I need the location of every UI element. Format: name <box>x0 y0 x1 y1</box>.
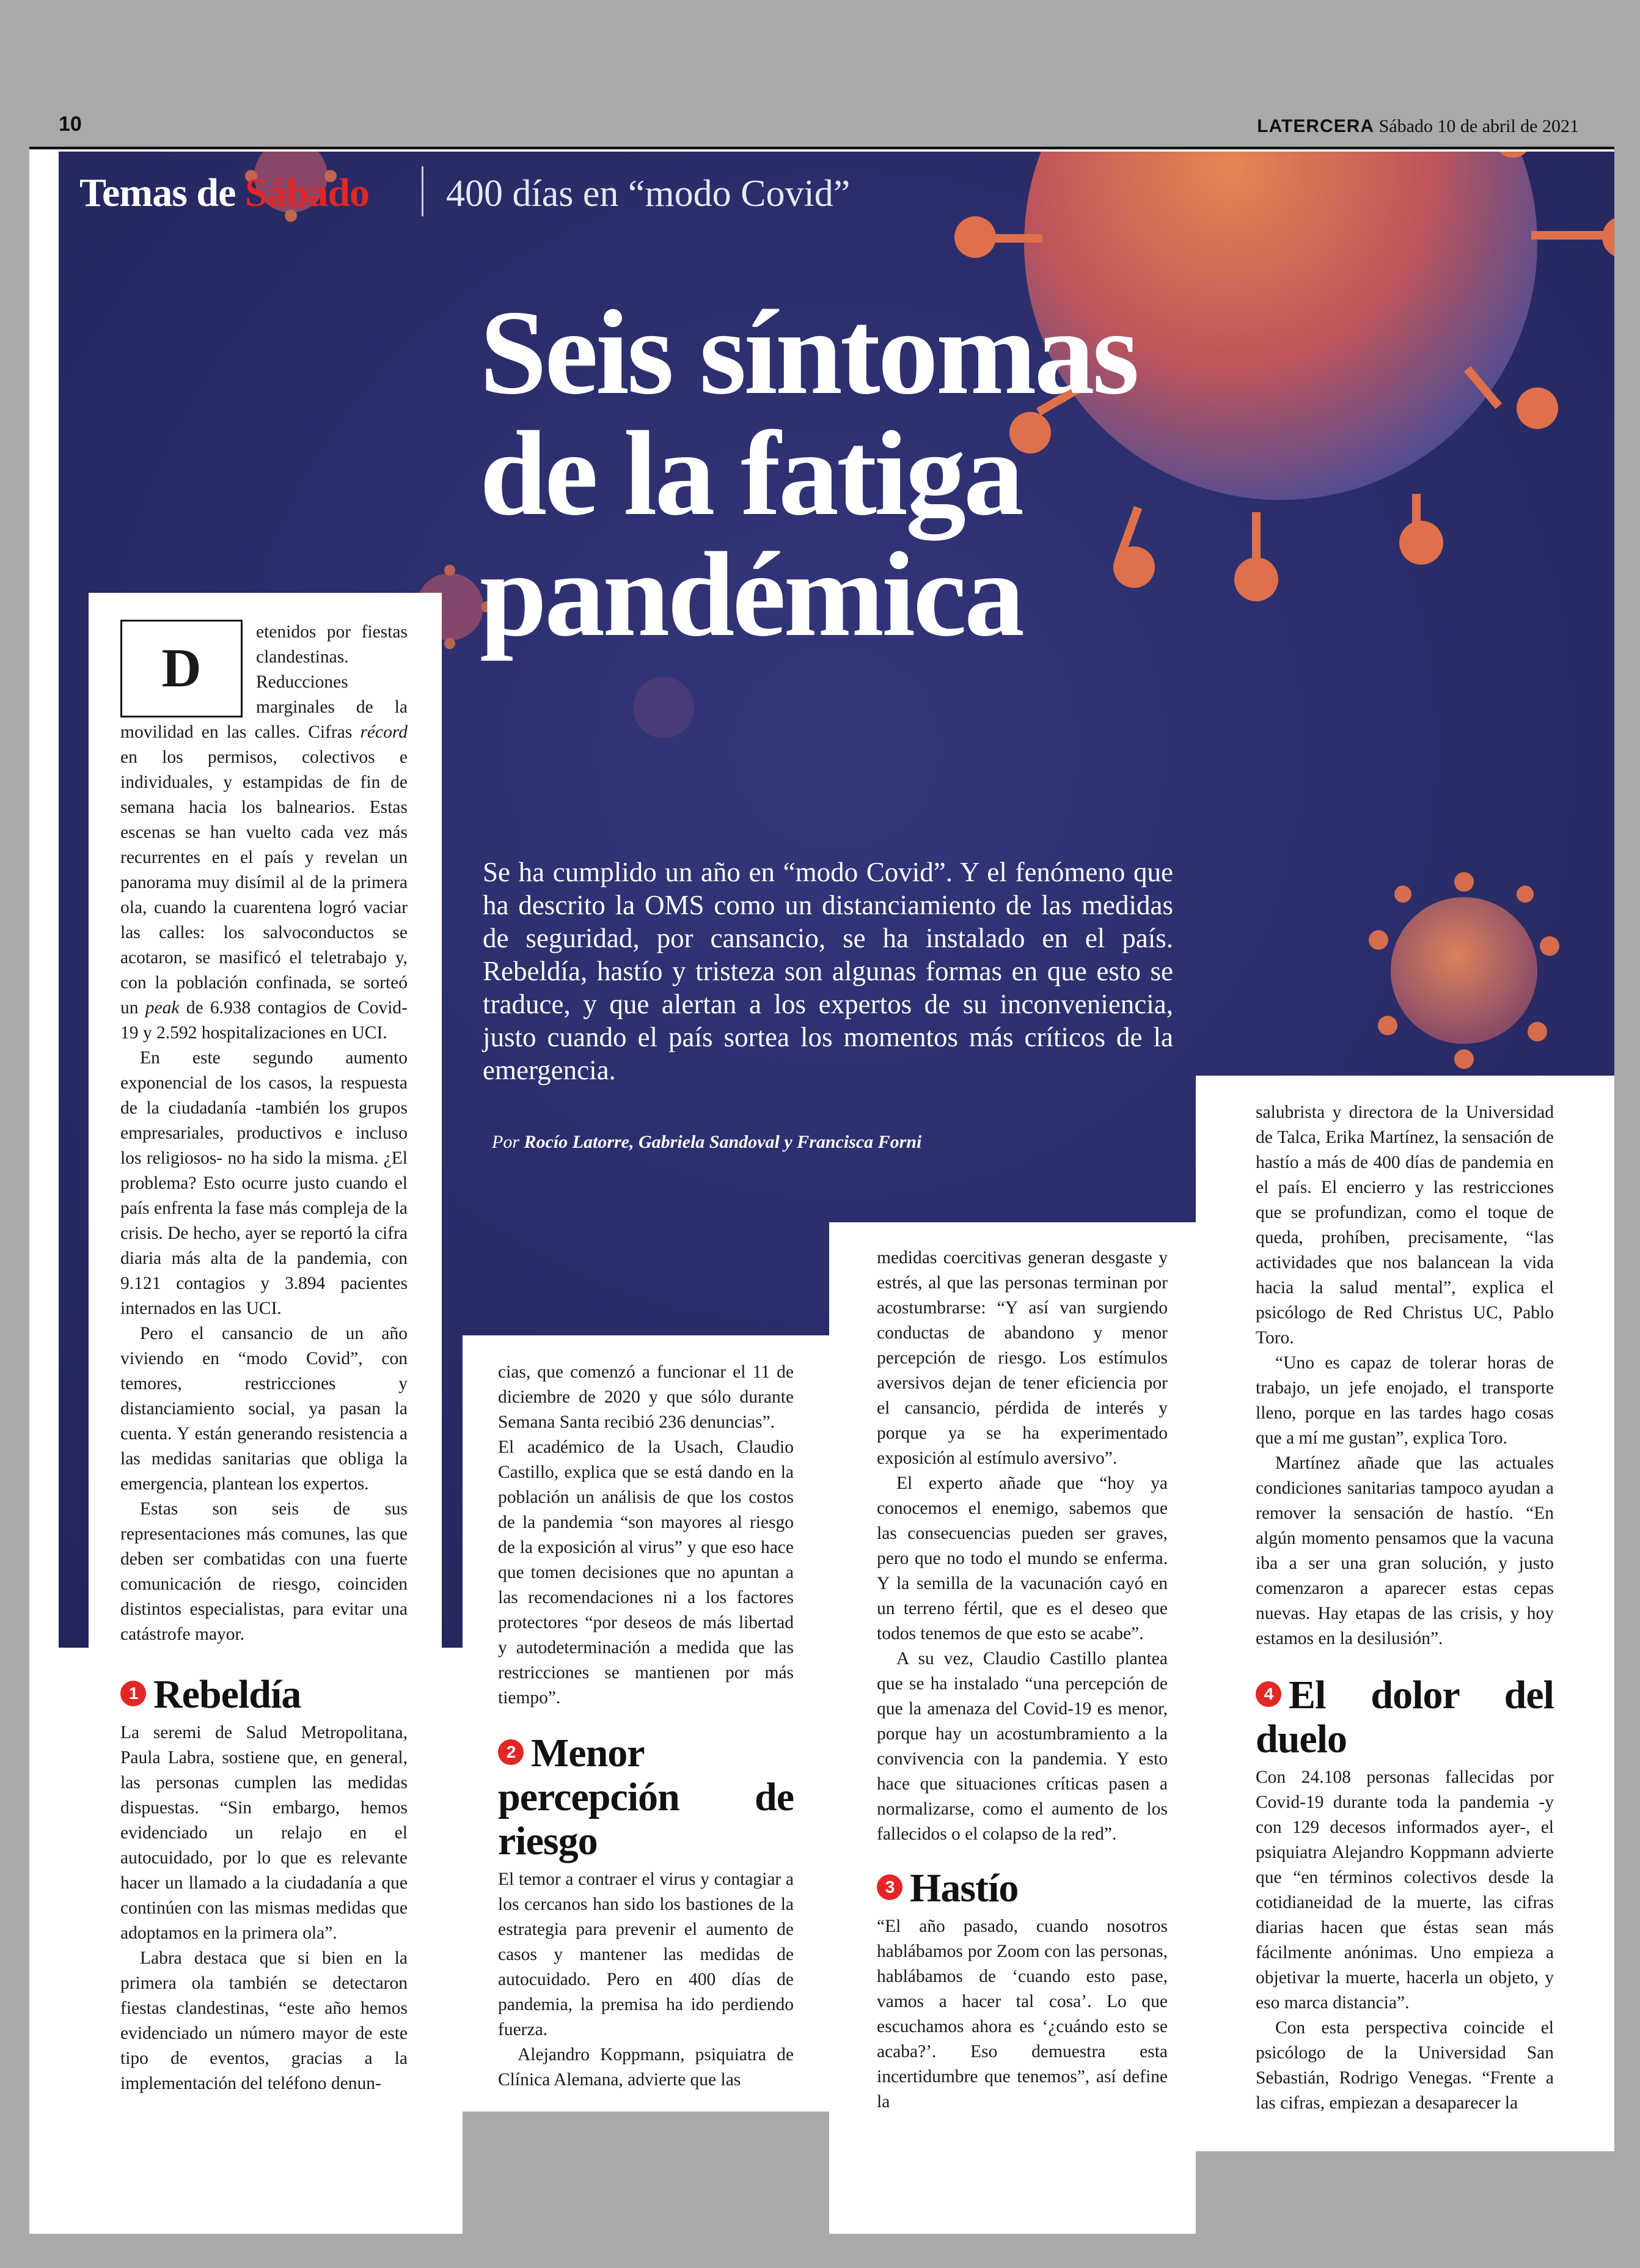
page-margin-left <box>0 0 29 2268</box>
subhead-dolor-duelo: 4 El dolor del duelo <box>1256 1673 1554 1761</box>
running-head <box>1257 116 1579 137</box>
paragraph: cias, que comenzó a funcionar el 11 de diciembre de 2020 y que sólo durante Semana Santa recibió 236 denuncias”. <box>498 1362 794 1432</box>
subhead-menor-percepcion: 2 Menor percepción de riesgo <box>498 1731 794 1863</box>
column-4-text <box>1256 1100 1554 2116</box>
paragraph: El académico de la Usach, Claudio Castillo, explica que se está dando en la población un análisis de que los costos de la pandemia “son mayores al riesgo de la exposición al virus” y que eso hace que tomen decisiones que no apuntan a las recomendaciones ni a los factores protectores “por deseos de más libertad y autodeterminación a medida que las restricciones se mantienen por más tiempo”. <box>498 1437 794 1708</box>
subhead-rebeldia: 1 Rebeldía <box>120 1673 408 1717</box>
section-title: Temas de Sábado <box>79 171 370 215</box>
paragraph: A su vez, Claudio Castillo plantea que se ha instalado “una percepción de que la amenaza del Covid-19 es menor, porque hay un acostumbramiento a la convivencia con la pandemia. Y esto hace que situaciones críticas pasen a normalizarse, como el aumento de los fallecidos o el colapso de la red”. <box>877 1649 1168 1844</box>
column-3 <box>829 1222 1196 2234</box>
paragraph: salubrista y directora de la Universidad de Talca, Erika Martínez, la sensación de hastío a más de 400 días de pandemia en el país. El encierro y las restricciones que se profundizan, como el toque de queda, prohíben, precisamente, “las actividades que nos balancean la vida hacia la salud mental”, explica el psicólogo de Red Christus UC, Pablo Toro. <box>1256 1103 1554 1348</box>
article-dek: Se ha cumplido un año en “modo Covid”. Y el fenómeno que ha descrito la OMS como un distanciamiento de las medidas de seguridad, por cansancio, se ha instalado en el país. Rebeldía, hastío y tristeza son algunas formas en que esto se traduce, y que alertan a los expertos de su inconveniencia, justo cuando el país sortea los momentos más críticos de la emergencia. <box>483 857 1173 1085</box>
paragraph: Martínez añade que las actuales condiciones sanitarias tampoco ayudan a remover la sensación de hastío. “En algún momento pensamos que la vacuna iba a ser una gran solución, y justo comenzaron a aparecer estas cepas nuevas. Hay etapas de las crisis, y hoy estamos en la desilusión”. <box>1256 1453 1554 1648</box>
paragraph: El temor a contraer el virus y contagiar a los cercanos han sido los bastiones de la estrategia para prevenir el aumento de casos y mantener las medidas de autocuidado. Pero en 400 días de pandemia, la premisa ha ido perdiendo fuerza. <box>498 1870 794 2039</box>
header-rule <box>29 147 1614 149</box>
paragraph: Estas son seis de sus representaciones más comunes, las que deben ser combatidas con una fuerte comunicación de riesgo, coinciden distintos especialistas, para evitar una catástrofe mayor. <box>120 1499 408 1644</box>
column-1-text <box>120 620 408 2096</box>
paragraph: Con esta perspectiva coincide el psicólogo de la Universidad San Sebastián, Rodrigo Venegas. “Frente a las cifras, empiezan a desaparecer la <box>1256 2018 1554 2113</box>
drop-cap: D <box>120 620 243 717</box>
page-margin-right <box>1614 0 1640 2268</box>
column-2-text <box>498 1360 794 2093</box>
column-3-text <box>877 1246 1168 2115</box>
section-title-highlight: Sábado <box>244 171 370 215</box>
byline-authors: Rocío Latorre, Gabriela Sandoval y Francisca Forni <box>524 1132 922 1152</box>
issue-date: Sábado 10 de abril de 2021 <box>1378 116 1579 136</box>
section-subtitle: 400 días en “modo Covid” <box>446 173 851 215</box>
column-4 <box>1196 1076 1614 2151</box>
paragraph: Labra destaca que si bien en la primera ola también se detectaron fiestas clandestinas, “este año hemos evidenciado un número mayor de este tipo de eventos, gracias a la implementación del teléfono denun- <box>120 1948 408 2093</box>
paragraph: “Uno es capaz de tolerar horas de trabajo, un jefe enojado, el transporte lleno, porque en las tardes hago cosas que a mí me gustan”, explica Toro. <box>1256 1353 1554 1448</box>
number-badge: 3 <box>877 1874 902 1900</box>
page-margin-bottom-block-right <box>1196 2151 1614 2234</box>
faint-virus-shape <box>633 677 694 738</box>
paragraph: Alejandro Koppmann, psiquiatra de Clínica Alemana, advierte que las <box>498 2045 794 2090</box>
paragraph: Pero el cansancio de un año viviendo en “modo Covid”, con temores, restricciones y distanciamiento social, ya pasan la cuenta. Y están generando resistencia a las medidas sanitarias que obliga la emergencia, plantean los expertos. <box>120 1324 408 1494</box>
article-byline: Por Rocío Latorre, Gabriela Sandoval y Francisca Forni <box>492 1132 922 1152</box>
number-badge: 4 <box>1256 1681 1281 1707</box>
paragraph: La seremi de Salud Metropolitana, Paula Labra, sostiene que, en general, las personas cumplen las medidas dispuestas. “Sin embargo, hemos evidenciado un relajo en el autocuidado, por lo que es relevante hacer un llamado a la ciudadanía a que continúen con las mismas medidas que adoptamos en la primera ola”. <box>120 1723 408 1943</box>
number-badge: 1 <box>120 1681 146 1706</box>
paragraph: medidas coercitivas generan desgaste y estrés, al que las personas terminan por acostumbrarse: “Y así van surgiendo conductas de abandono y menor percepción de riesgo. Los estímulos aversivos dejan de tener eficiencia por el cansancio, pérdida de interés y porque ya se ha experimentado exposición al estímulo aversivo”. <box>877 1248 1168 1468</box>
number-badge: 2 <box>498 1739 524 1765</box>
section-divider <box>422 166 423 216</box>
page-number: 10 <box>59 112 82 136</box>
page-margin-bottom-block <box>463 2112 829 2234</box>
subhead-hastio: 3 Hastío <box>877 1866 1168 1910</box>
column-2 <box>463 1335 829 2112</box>
intro-paragraph: etenidos por fiestas clandestinas. Reducciones marginales de la movilidad en las calles. Cifras récord en los permisos, colectivos e individuales, y estampidas de fin de semana hacia los balnearios. Estas escenas se han vuelto cada vez más recurrentes en el país y revelan un panorama muy disímil al de la primera ola, cuando la cuarentena logró vaciar las calles: los salvoconductos se acotaron, se masificó el teletrabajo y, con la población confinada, se sorteó un peak de 6.938 contagios de Covid-19 y 2.592 hospitalizaciones en UCI. <box>120 622 408 1043</box>
paragraph: El experto añade que “hoy ya conocemos el enemigo, sabemos que las consecuencias pueden ser graves, pero que no todo el mundo se enferma. Y la semilla de la vacunación cayó en un terreno fértil, que es el deseo que todos tenemos de que esto se acabe”. <box>877 1473 1168 1643</box>
paragraph: En este segundo aumento exponencial de los casos, la respuesta de la ciudadanía -también los grupos empresariales, productivos e incluso los religiosos- no ha sido la misma. ¿El problema? Esto ocurre justo cuando el país enfrenta la fase más compleja de la crisis. De hecho, ayer se reportó la cifra diaria más alta de la pandemia, con 9.121 contagios y 3.894 pacientes internados en las UCI. <box>120 1048 408 1318</box>
page-margin-bottom <box>0 2234 1640 2268</box>
paragraph: “El año pasado, cuando nosotros hablábamos por Zoom con las personas, hablábamos de ‘cuando esto pase, vamos a hacer tal cosa’. Lo que escuchamos ahora es ‘¿cuándo esto se acaba?’. Eso demuestra esta incertidumbre que tenemos”, así define la <box>877 1917 1168 2112</box>
column-1 <box>89 593 442 2148</box>
publication-name: LATERCERA <box>1257 116 1375 136</box>
article-headline: Seis síntomas de la fatiga pandémica <box>480 285 1137 661</box>
paragraph: Con 24.108 personas fallecidas por Covid-19 durante toda la pandemia -y con 129 decesos informados ayer-, el psiquiatra Alejandro Koppmann advierte que “en términos colectivos desde la cotidianeidad de la muerte, las cifras diarias hacen que éstas sean más fácilmente anónimas. Uno empieza a objetivar la muerte, hacerla un objeto, y eso marca distancia”. <box>1256 1767 1554 2013</box>
